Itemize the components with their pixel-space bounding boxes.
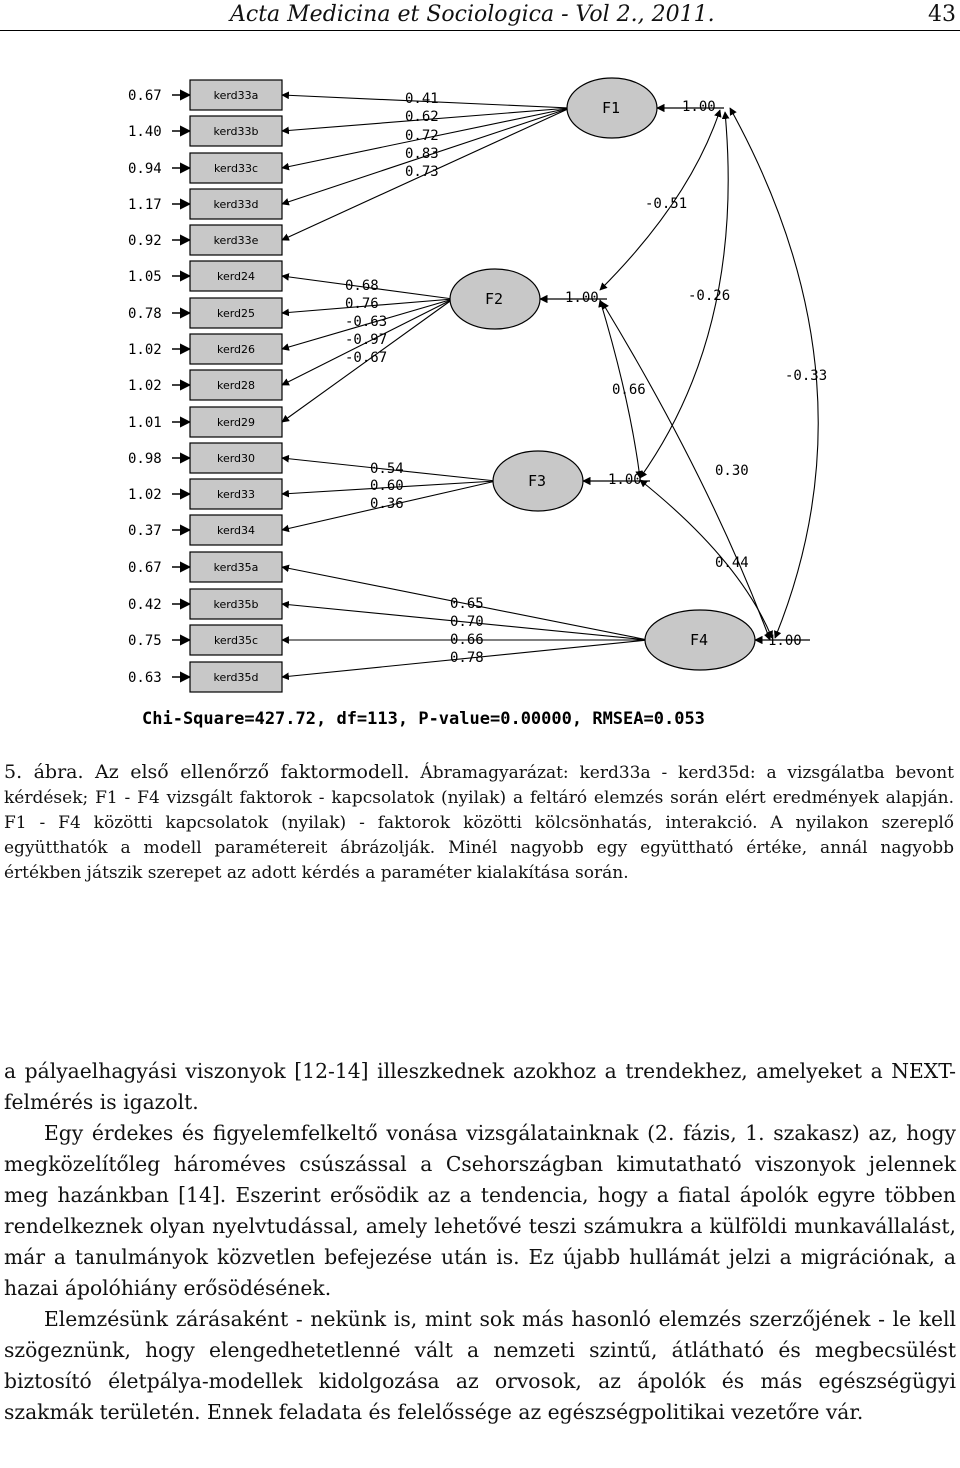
factor-label: F3: [528, 472, 547, 490]
paragraph-2: Egy érdekes és figyelemfelkeltő vonása vizsgálatainknak (2. fázis, 1. szakasz) az, hogy megközelítőleg hároméves csúszással a Csehországban kimutatható viszonyok jelennek meg hazánkban [14]. Eszerint erősödik az a tendencia, hogy a fiatal ápolók egyre többen rendelkeznek olyan nyelvtudással, amely lehetővé teszi számukra a külföldi munkavállalást, már a tanulmányok közvetlen befejezése után is. Ez újabb hullámát jelzi a migrációnak, a hazai ápolóhiány erősödésének.: [4, 1121, 956, 1300]
correlation-label: 0.66: [612, 382, 646, 398]
observed-variable-label: kerd35a: [213, 561, 259, 574]
loading-label: -0.67: [345, 350, 388, 366]
header-rule: [0, 30, 960, 31]
observed-variable-label: kerd34: [216, 524, 256, 537]
error-variance-label: 0.42: [128, 597, 162, 613]
caption-lead: 5. ábra. Az első ellenőrző faktormodell.: [4, 761, 410, 783]
loading-label: 0.65: [450, 596, 484, 612]
error-variance-label: 1.17: [128, 197, 162, 213]
observed-variable-label: kerd33c: [213, 162, 259, 175]
correlation-label: -0.26: [688, 288, 731, 304]
loading-label: -0.97: [345, 332, 388, 348]
paragraph-3: Elemzésünk zárásaként - nekünk is, mint sok más hasonló elemzés szerzőjének - le kell szögeznünk, hogy elengedhetetlenné vált a nemzeti szintű, átlátható és megbecsülést biztosító életpálya-modellek kidolgozása az orvosok, az ápolók és más egészségügyi szakmák területén. Ennek feladata és felelőssége az egészségpolitikai vezetőre vár.: [4, 1307, 956, 1424]
error-variance-label: 1.02: [128, 378, 162, 394]
observed-variable-label: kerd35c: [213, 634, 259, 647]
observed-variable-label: kerd26: [216, 343, 256, 356]
journal-title: Acta Medicina et Sociologica - Vol 2., 2011.: [230, 2, 715, 27]
loading-label: 0.68: [345, 278, 379, 294]
observed-variable-label: kerd33a: [213, 89, 259, 102]
page-number: 43: [928, 2, 956, 27]
error-variance-label: 1.05: [128, 269, 162, 285]
observed-variable-label: kerd25: [216, 307, 256, 320]
factor-label: F4: [690, 631, 709, 649]
loading-label: 0.60: [370, 478, 404, 494]
observed-variable-label: kerd33d: [213, 198, 259, 211]
correlation-label: -0.33: [785, 368, 828, 384]
loading-label: 0.36: [370, 496, 404, 512]
error-variance-label: 0.92: [128, 233, 162, 249]
factor-label: F2: [485, 290, 504, 308]
error-variance-label: 0.63: [128, 670, 162, 686]
error-variance-label: 0.75: [128, 633, 162, 649]
loading-label: 0.78: [450, 650, 484, 666]
loading-label: 0.83: [405, 146, 439, 162]
correlation-label: -0.51: [645, 196, 688, 212]
observed-variable-label: kerd35d: [213, 671, 259, 684]
figure-caption: [4, 760, 954, 886]
fit-statistics: Chi-Square=427.72, df=113, P-value=0.00000, RMSEA=0.053: [142, 709, 705, 729]
error-variance-label: 0.67: [128, 88, 162, 104]
caption-text: Ábramagyarázat: kerd33a - kerd35d: a vizsgálatba bevont kérdések; F1 - F4 vizsgált faktorok - kapcsolatok (nyilak) a feltáró elemzés során elért eredmények alapján. F1 - F4 közötti kapcsolatok (nyilak) - faktorok közötti kölcsönhatás, interakció. A nyilakon szereplő együtthatók a modell paramétereit ábrázolják. Minél nagyobb egy együttható értéke, annál nagyobb értékben játszik szerepet az adott kérdés a paraméter kialakítása során.: [4, 763, 954, 883]
observed-variable-label: kerd35b: [213, 598, 259, 611]
loading-label: -0.63: [345, 314, 388, 330]
loading-label: 0.73: [405, 164, 439, 180]
error-variance-label: 0.98: [128, 451, 162, 467]
factor-variance-label: 1.00: [565, 290, 599, 306]
error-variance-label: 0.37: [128, 523, 162, 539]
observed-variable-label: kerd33b: [213, 125, 259, 138]
loading-label: 0.41: [405, 91, 439, 107]
page-header: [0, 0, 960, 38]
factor-label: F1: [602, 99, 621, 117]
error-variance-label: 1.02: [128, 342, 162, 358]
factor-variance-label: 1.00: [608, 472, 642, 488]
loading-label: 0.76: [345, 296, 379, 312]
observed-variable-label: kerd29: [216, 416, 256, 429]
observed-variable-label: kerd33: [216, 488, 256, 501]
factor-variance-label: 1.00: [682, 99, 716, 115]
factor-variance-label: 1.00: [768, 633, 802, 649]
paragraph-1: a pályaelhagyási viszonyok [12-14] illeszkednek azokhoz a trendekhez, amelyeket a NEXT-felmérés is igazolt.: [4, 1059, 956, 1114]
error-variance-label: 1.02: [128, 487, 162, 503]
loading-label: 0.62: [405, 109, 439, 125]
correlation-label: 0.30: [715, 463, 749, 479]
error-variance-label: 1.01: [128, 415, 162, 431]
path-diagram: [0, 40, 960, 740]
correlation-label: 0.44: [715, 555, 749, 571]
loading-label: 0.70: [450, 614, 484, 630]
body-text: [4, 1056, 956, 1428]
loading-label: 0.72: [405, 128, 439, 144]
error-variance-label: 0.94: [128, 161, 162, 177]
observed-variable-label: kerd30: [216, 452, 256, 465]
error-variance-label: 1.40: [128, 124, 162, 140]
observed-variable-label: kerd33e: [213, 234, 259, 247]
observed-variable-label: kerd24: [216, 270, 256, 283]
error-variance-label: 0.78: [128, 306, 162, 322]
error-variance-label: 0.67: [128, 560, 162, 576]
loading-label: 0.66: [450, 632, 484, 648]
loading-label: 0.54: [370, 461, 404, 477]
observed-variable-label: kerd28: [216, 379, 256, 392]
